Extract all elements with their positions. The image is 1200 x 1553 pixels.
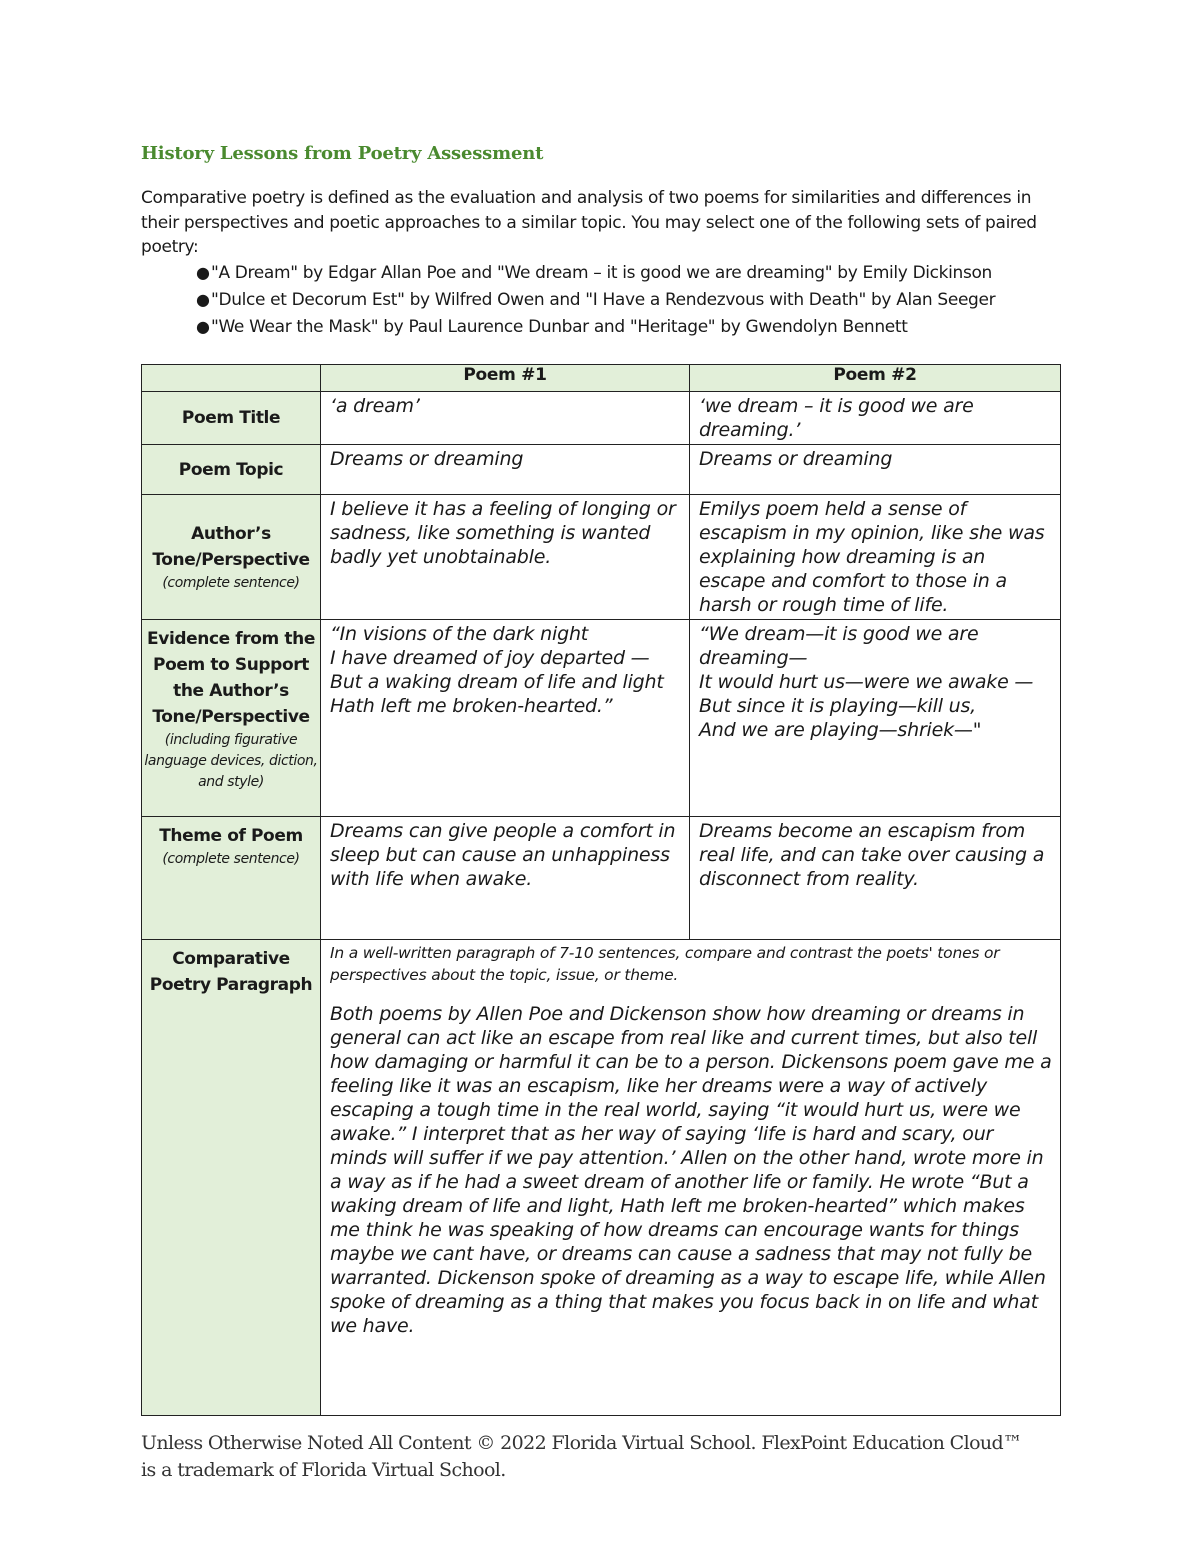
list-item-text: "We Wear the Mask" by Paul Laurence Dunbar and "Heritage" by Gwendolyn Bennett: [211, 317, 908, 337]
poem-2-topic-field[interactable]: Dreams or dreaming: [690, 445, 1061, 495]
header-poem-2: Poem #2: [690, 365, 1061, 392]
page-title: History Lessons from Poetry Assessment: [141, 143, 544, 164]
poem-2-evidence-field[interactable]: [690, 620, 1061, 817]
quote-line: Hath left me broken-hearted.”: [330, 695, 613, 717]
intro-paragraph: Comparative poetry is defined as the evaluation and analysis of two poems for similarities and differences in their perspectives and poetic approaches to a similar topic. You may select one of the following sets of paired poetry:: [141, 188, 1037, 257]
header-poem-1: Poem #1: [321, 365, 690, 392]
assessment-table: [141, 364, 1061, 1416]
table-row: [142, 620, 1061, 817]
quote-line: I have dreamed of joy departed —: [330, 647, 650, 669]
list-item: [141, 288, 1071, 315]
row-label-evidence-note: (including figurative language devices, diction, and style): [144, 732, 318, 790]
copyright-footer: Unless Otherwise Noted All Content © 2022 Florida Virtual School. FlexPoint Education Cloud™ is a trademark of Florida Virtual School.: [141, 1432, 1022, 1481]
row-label-poem-title: Poem Title: [142, 392, 321, 445]
poem-2-tone-field[interactable]: Emilys poem held a sense of escapism in my opinion, like she was explaining how dreaming is an escape and comfort to those in a harsh or rough time of life.: [690, 495, 1061, 620]
quote-line: And we are playing—shriek—": [699, 719, 982, 741]
row-label-theme-text: Theme of Poem: [159, 826, 303, 846]
paragraph-response: Both poems by Allen Poe and Dickenson show how dreaming or dreams in general can act like an escape from real like and current times, but also tell how damaging or harmful it can be to a person. Dickensons poem gave me a feeling like it was an escapism, like her dreams were a way of actively escaping a tough time in the real world, saying “it would hurt us, were we awake.” I interpret that as her way of saying ‘life is hard and scary, our minds will suffer if we pay attention.’ Allen on the other hand, wrote more in a way as if he had a sweet dream of another life or family. He wrote “But a waking dream of life and light, Hath left me broken-hearted” which makes me think he was speaking of how dreams can encourage wants for things maybe we cant have, or dreams can cause a sadness that may not fully be warranted. Dickenson spoke of dreaming as a way to escape life, while Allen spoke of dreaming as a thing that makes you focus back in on life and what we have.: [330, 1003, 1052, 1337]
table-row: [142, 940, 1061, 1416]
row-label-tone: [142, 495, 321, 620]
row-label-evidence: [142, 620, 321, 817]
poem-1-title-field[interactable]: ‘a dream’: [321, 392, 690, 445]
list-item: [141, 315, 1071, 342]
poem-1-topic-field[interactable]: Dreams or dreaming: [321, 445, 690, 495]
poem-1-evidence-field[interactable]: [321, 620, 690, 817]
quote-line: But since it is playing—kill us,: [699, 695, 977, 717]
row-label-tone-text: Author’s Tone/Perspective: [152, 523, 310, 570]
table-row: [142, 495, 1061, 620]
list-item-text: "A Dream" by Edgar Allan Poe and "We dream – it is good we are dreaming" by Emily Dickinson: [211, 263, 992, 283]
poem-2-theme-field[interactable]: Dreams become an escapism from real life, and can take over causing a disconnect from reality.: [690, 817, 1061, 940]
list-item: [141, 261, 1071, 288]
quote-line: “We dream—it is good we are dreaming—: [699, 623, 979, 669]
poem-1-tone-field[interactable]: I believe it has a feeling of longing or sadness, like something is wanted badly yet unobtainable.: [321, 495, 690, 620]
table-row: [142, 392, 1061, 445]
poem-pair-list: [141, 261, 1071, 342]
bullet-icon: ●: [196, 290, 210, 309]
quote-line: It would hurt us—were we awake —: [699, 671, 1034, 693]
comparative-paragraph-field[interactable]: [321, 940, 1061, 1416]
header-empty-cell: [142, 365, 321, 392]
poem-1-theme-field[interactable]: Dreams can give people a comfort in sleep but can cause an unhappiness with life when awake.: [321, 817, 690, 940]
paragraph-prompt: In a well-written paragraph of 7-10 sentences, compare and contrast the poets' tones or perspectives about the topic, issue, or theme.: [330, 944, 1000, 984]
row-label-paragraph: Comparative Poetry Paragraph: [142, 940, 321, 1416]
row-label-theme: [142, 817, 321, 940]
quote-line: “In visions of the dark night: [330, 623, 589, 645]
table-row: [142, 817, 1061, 940]
row-label-poem-topic: Poem Topic: [142, 445, 321, 495]
row-label-evidence-text: Evidence from the Poem to Support the Author’s Tone/Perspective: [147, 629, 315, 727]
table-header-row: [142, 365, 1061, 392]
list-item-text: "Dulce et Decorum Est" by Wilfred Owen and "I Have a Rendezvous with Death" by Alan Seeger: [211, 290, 996, 310]
row-label-theme-note: (complete sentence): [162, 851, 300, 867]
table-row: [142, 445, 1061, 495]
poem-2-title-field[interactable]: ‘we dream – it is good we are dreaming.’: [690, 392, 1061, 445]
bullet-icon: ●: [196, 317, 210, 336]
quote-line: But a waking dream of life and light: [330, 671, 664, 693]
row-label-tone-note: (complete sentence): [162, 574, 300, 591]
bullet-icon: ●: [196, 263, 210, 282]
